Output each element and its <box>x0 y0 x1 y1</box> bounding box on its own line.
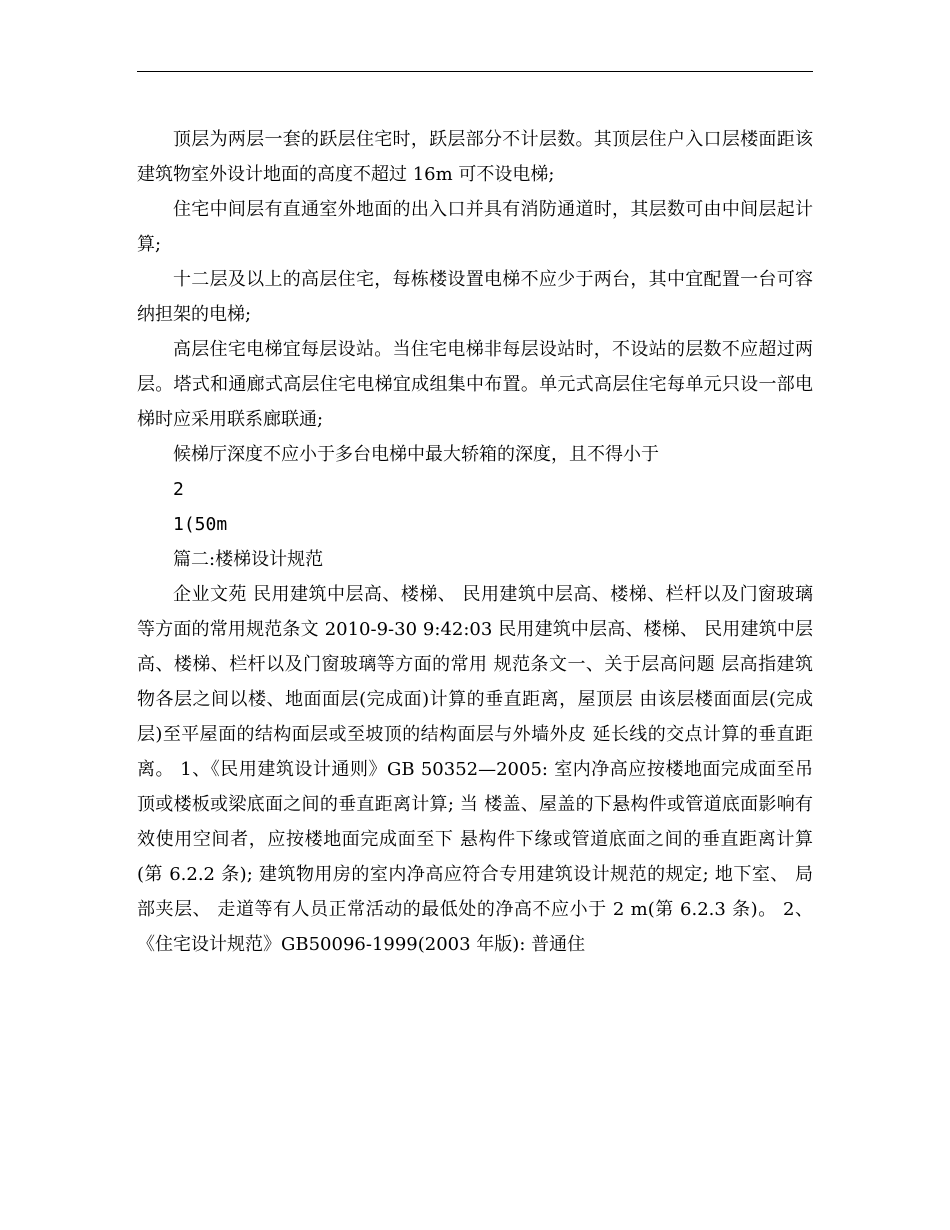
header-rule <box>137 71 813 72</box>
paragraph-high-rise-elevators: 十二层及以上的高层住宅，每栋楼设置电梯不应少于两台，其中宜配置一台可容纳担架的电梯; <box>137 269 813 325</box>
paragraph-duplex-top-floor: 顶层为两层一套的跃层住宅时，跃层部分不计层数。其顶层住户入口层楼面距该建筑物室外设计地面的高度不超过 16m 可不设电梯; <box>137 129 813 185</box>
fragment-measurement: 1(50m <box>173 514 228 535</box>
fragment-number: 2 <box>173 479 184 500</box>
section-heading: 篇二:楼梯设计规范 <box>173 549 324 570</box>
paragraph-lobby-depth: 候梯厅深度不应小于多台电梯中最大轿箱的深度，且不得小于 <box>173 444 659 465</box>
paragraph-middle-floor-exit: 住宅中间层有直通室外地面的出入口并具有消防通道时，其层数可由中间层起计算; <box>137 199 813 255</box>
document-body <box>137 122 813 962</box>
paragraph-elevator-stops: 高层住宅电梯宜每层设站。当住宅电梯非每层设站时，不设站的层数不应超过两层。塔式和通廊式高层住宅电梯宜成组集中布置。单元式高层住宅每单元只设一部电梯时应采用联系廊联通; <box>137 339 813 430</box>
paragraph-building-codes: 企业文苑 民用建筑中层高、楼梯、 民用建筑中层高、楼梯、栏杆以及门窗玻璃等方面的常用规范条文 2010-9-30 9:42:03 民用建筑中层高、楼梯、 民用建筑中层高、楼梯、栏杆以及门窗玻璃等方面的常用 规范条文一、关于层高问题 层高指建筑物各层之间以楼、地面面层(完成面)计算的垂直距离，屋顶层 由该层楼面面层(完成层)至平屋面的结构面层或至坡顶的结构面层与外墙外皮 延长线的交点计算的垂直距离。 1、《民用建筑设计通则》GB 50352—2005: 室内净高应按楼地面完成面至吊顶或楼板或梁底面之间的垂直距离计算; 当 楼盖、屋盖的下悬构件或管道底面影响有效使用空间者，应按楼地面完成面至下 悬构件下缘或管道底面之间的垂直距离计算(第 6.2.2 条); 建筑物用房的室内净高应符合专用建筑设计规范的规定; 地下室、 局部夹层、 走道等有人员正常活动的最低处的净高不应小于 2 m(第 6.2.3 条)。 2、《住宅设计规范》GB50096-1999(2003 年版): 普通住 <box>137 584 813 955</box>
